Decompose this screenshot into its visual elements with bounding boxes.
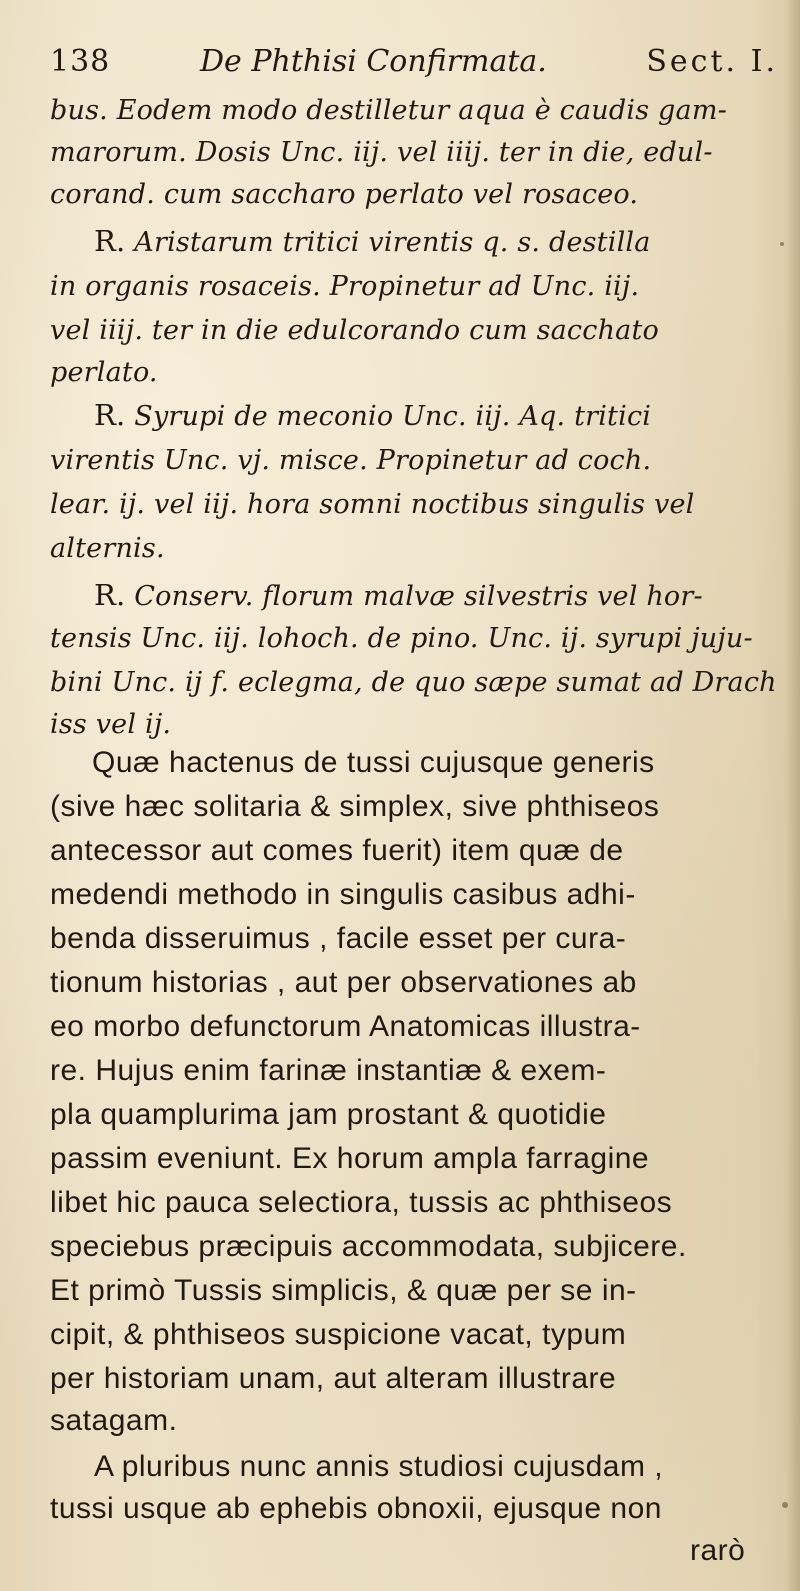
line-text: corand. cum saccharo perlato vel rosaceo. [50, 179, 639, 210]
text-line [50, 176, 638, 210]
text-line [50, 1362, 616, 1396]
recipe-mark: R. [94, 224, 126, 258]
line-text: in organis rosaceis. Propinetur ad Unc. iij. [50, 271, 640, 302]
line-text: virentis Unc. vj. misce. Propinetur ad coch. [50, 445, 652, 476]
text-line [50, 1492, 662, 1526]
line-text: perlato. [50, 357, 158, 388]
text-line [50, 1274, 637, 1308]
line-text: cipit, & phthiseos suspicione vacat, typum [50, 1318, 627, 1351]
text-line [50, 134, 713, 168]
line-text: re. Hujus enim farinæ instantiæ & exem- [50, 1054, 607, 1087]
line-text: Aristarum tritici virentis q. s. destilla [134, 227, 651, 258]
text-line [50, 92, 727, 126]
line-text: benda disseruimus , facile esset per cura- [50, 922, 627, 955]
text-line [50, 1142, 649, 1176]
text-line [50, 966, 637, 1000]
text-line [50, 834, 624, 868]
text-line [50, 664, 777, 698]
line-text: satagam. [50, 1404, 178, 1437]
text-line [50, 1010, 641, 1044]
text-line [50, 790, 659, 824]
catchword: rarò [690, 1534, 746, 1567]
line-text: antecessor aut comes fuerit) item quæ de [50, 834, 624, 867]
text-line [94, 224, 651, 258]
line-text: per historiam unam, aut alteram illustrare [50, 1362, 617, 1395]
text-line [50, 442, 651, 476]
text-line [94, 578, 703, 612]
line-text: libet hic pauca selectiora, tussis ac phthiseos [50, 1186, 673, 1219]
text-line [94, 398, 651, 432]
text-line [50, 620, 753, 654]
line-text: iss vel ij. [50, 709, 172, 740]
line-text: tensis Unc. iij. lohoch. de pino. Unc. ij. syrupi juju- [50, 623, 753, 654]
text-line [50, 1404, 177, 1438]
text-line [50, 1098, 606, 1132]
text-line [94, 1450, 663, 1484]
paper-spot [782, 1502, 788, 1508]
line-text: Conserv. florum malvæ silvestris vel hor- [134, 581, 703, 612]
line-text: tionum historias , aut per observationes ab [50, 966, 637, 999]
line-text: tussi usque ab ephebis obnoxii, ejusque non [50, 1492, 662, 1525]
text-line [50, 706, 171, 740]
text-line [50, 354, 158, 388]
recipe-mark: R. [94, 578, 126, 612]
running-title: De Phthisi Confirmata. [200, 44, 547, 79]
text-line [50, 1054, 606, 1088]
text-line [50, 312, 659, 346]
text-line [50, 1230, 687, 1264]
page-number: 138 [50, 44, 111, 79]
line-text: Syrupi de meconio Unc. iij. Aq. tritici [134, 401, 652, 432]
line-text: speciebus præcipuis accommodata, subjicere. [50, 1230, 687, 1263]
text-line [92, 746, 655, 780]
line-text: passim eveniunt. Ex horum ampla farragine [50, 1142, 650, 1175]
line-text: marorum. Dosis Unc. iij. vel iiij. ter in die, edul- [50, 137, 713, 168]
line-text: medendi methodo in singulis casibus adhi- [50, 878, 636, 911]
line-text: bini Unc. ij f. eclegma, de quo sæpe sumat ad Drach [50, 667, 777, 698]
line-text: pla quamplurima jam prostant & quotidie [50, 1098, 607, 1131]
text-line [50, 530, 165, 564]
line-text: bus. Eodem modo destilletur aqua è caudis gam- [50, 95, 727, 126]
section-label: Sect. I. [646, 44, 778, 79]
recipe-mark: R. [94, 398, 126, 432]
text-line [50, 486, 695, 520]
text-line [50, 1318, 626, 1352]
line-text: lear. ij. vel iij. hora somni noctibus singulis vel [50, 489, 695, 520]
line-text: vel iiij. ter in die edulcorando cum sacchato [50, 315, 659, 346]
text-line [50, 878, 636, 912]
line-text: Et primò Tussis simplicis, & quæ per se in- [50, 1274, 637, 1307]
line-text: alternis. [50, 533, 165, 564]
line-text: Quæ hactenus de tussi cujusque generis [92, 746, 655, 779]
line-text: A pluribus nunc annis studiosi cujusdam , [94, 1450, 664, 1483]
text-line [50, 1186, 672, 1220]
text-line [50, 268, 639, 302]
text-line [50, 922, 626, 956]
line-text: eo morbo defunctorum Anatomicas illustra- [50, 1010, 641, 1043]
paper-spot [780, 242, 784, 246]
line-text: (sive hæc solitaria & simplex, sive phthiseos [50, 790, 660, 823]
